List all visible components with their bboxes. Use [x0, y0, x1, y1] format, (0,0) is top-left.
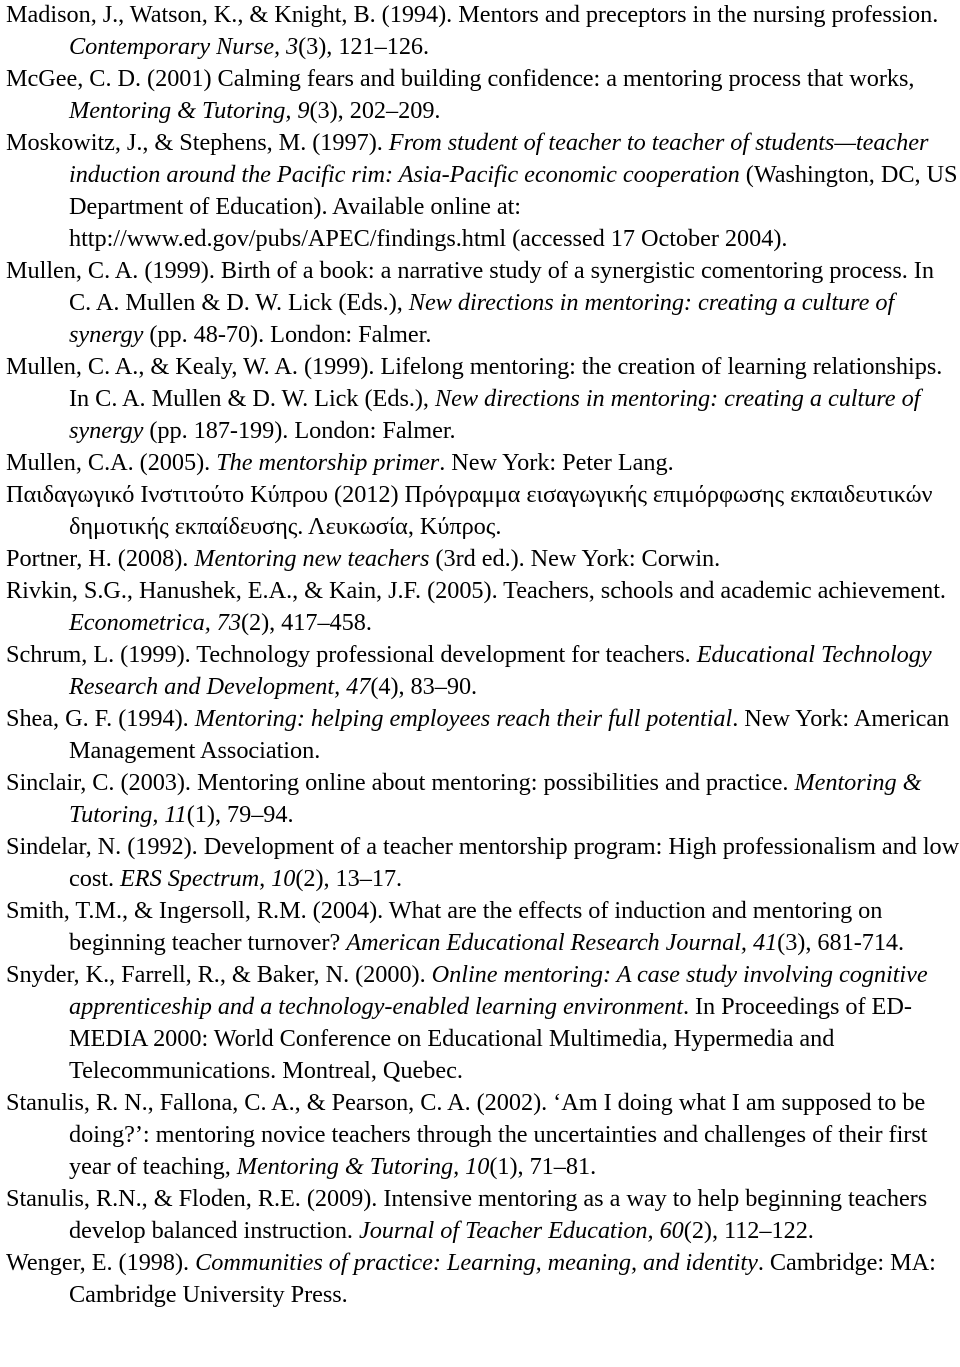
reference-text: (3), 121–126. — [298, 33, 430, 60]
reference-italic-text: New directions in mentoring: creating a culture of synergy — [69, 385, 921, 444]
reference-italic-text: ERS Spectrum, 10 — [120, 865, 296, 892]
reference-italic-text: Mentoring new teachers — [194, 545, 430, 572]
reference-entry — [6, 575, 960, 639]
reference-text: (2), 417–458. — [240, 609, 372, 636]
reference-italic-text: The mentorship primer — [216, 449, 440, 476]
reference-text: (2), 13–17. — [295, 865, 403, 892]
reference-text: (4), 83–90. — [370, 673, 478, 700]
reference-text: Madison, J., Watson, K., & Knight, B. (1994). Mentors and preceptors in the nursing profession. — [6, 1, 939, 28]
reference-text: Mullen, C. A. (1999). Birth of a book: a narrative study of a synergistic comentoring process. In C. A. Mullen & D. W. Lick (Eds.), — [6, 257, 934, 316]
reference-text: Παιδαγωγικό Ινστιτούτο Κύπρου (2012) Πρόγραμμα εισαγωγικής επιμόρφωσης εκπαιδευτικών δημοτικής εκπαίδευσης. Λευκωσία, Κύπρος. — [6, 481, 933, 540]
reference-entry — [6, 1087, 960, 1183]
reference-text: . Cambridge: MA: Cambridge University Press. — [69, 1249, 936, 1308]
reference-entry — [6, 127, 960, 255]
reference-italic-text: Communities of practice: Learning, meaning, and identity — [195, 1249, 758, 1276]
reference-text: (pp. 48-70). London: Falmer. — [143, 321, 432, 348]
reference-text: (2), 112–122. — [683, 1217, 814, 1244]
reference-text: . New York: Peter Lang. — [439, 449, 674, 476]
reference-entry — [6, 959, 960, 1087]
reference-entry — [6, 1247, 960, 1311]
reference-italic-text: Journal of Teacher Education, 60 — [358, 1217, 684, 1244]
reference-italic-text: Mentoring: helping employees reach their full potential — [194, 705, 733, 732]
reference-text: (3rd ed.). New York: Corwin. — [429, 545, 721, 572]
reference-italic-text: Educational Technology Research and Development, 47 — [69, 641, 932, 700]
reference-entry — [6, 0, 960, 63]
reference-text: (3), 202–209. — [309, 97, 441, 124]
reference-text: Stanulis, R. N., Fallona, C. A., & Pearson, C. A. (2002). ‘Am I doing what I am supposed to be doing?’: mentoring novice teachers through the uncertainties and challenges of their first year of teaching, — [6, 1089, 928, 1180]
reference-text: (3), 681-714. — [777, 929, 905, 956]
reference-text: . New York: American Management Association. — [69, 705, 950, 764]
reference-entry — [6, 831, 960, 895]
reference-text: Sinclair, C. (2003). Mentoring online about mentoring: possibilities and practice. — [6, 769, 795, 796]
reference-entry — [6, 479, 960, 543]
reference-entry — [6, 255, 960, 351]
reference-list — [6, 0, 960, 1311]
reference-entry — [6, 63, 960, 127]
reference-italic-text: Mentoring & Tutoring, 10 — [236, 1153, 490, 1180]
reference-entry — [6, 895, 960, 959]
reference-italic-text: American Educational Research Journal, 41 — [346, 929, 778, 956]
reference-text: (1), 79–94. — [186, 801, 294, 828]
reference-italic-text: Online mentoring: A case study involving cognitive apprenticeship and a technology-enabled learning environment — [69, 961, 928, 1020]
reference-text: Mullen, C.A. (2005). — [6, 449, 217, 476]
reference-entry — [6, 351, 960, 447]
reference-text: Mullen, C. A., & Kealy, W. A. (1999). Lifelong mentoring: the creation of learning relationships. In C. A. Mullen & D. W. Lick (Eds.), — [6, 353, 943, 412]
reference-italic-text: Contemporary Nurse, 3 — [69, 33, 299, 60]
reference-entry — [6, 1183, 960, 1247]
reference-italic-text: From student of teacher to teacher of students—teacher induction around the Pacific rim: Asia-Pacific economic cooperation — [69, 129, 929, 188]
reference-text: Moskowitz, J., & Stephens, M. (1997). — [6, 129, 389, 156]
reference-entry — [6, 543, 960, 575]
reference-italic-text: Mentoring & Tutoring, 9 — [69, 97, 310, 124]
reference-text: Shea, G. F. (1994). — [6, 705, 195, 732]
reference-text: (Washington, DC, US Department of Education). Available online at: http://www.ed.gov/pubs/APEC/findings.html (accessed 17 October 2004). — [69, 161, 958, 252]
reference-entry — [6, 447, 960, 479]
reference-entry — [6, 767, 960, 831]
reference-text: Snyder, K., Farrell, R., & Baker, N. (2000). — [6, 961, 432, 988]
reference-italic-text: Mentoring & Tutoring, 11 — [69, 769, 922, 828]
reference-text: (1), 71–81. — [489, 1153, 597, 1180]
reference-text: . In Proceedings of ED-MEDIA 2000: World Conference on Educational Multimedia, Hypermedia and Telecommunications. Montreal, Quebec. — [69, 993, 912, 1084]
reference-entry — [6, 703, 960, 767]
reference-entry — [6, 639, 960, 703]
reference-text: Stanulis, R.N., & Floden, R.E. (2009). Intensive mentoring as a way to help beginning teachers develop balanced instruction. — [6, 1185, 928, 1244]
reference-text: Sindelar, N. (1992). Development of a teacher mentorship program: High professionalism and low cost. — [6, 833, 960, 892]
reference-text: Schrum, L. (1999). Technology professional development for teachers. — [6, 641, 697, 668]
reference-text: (pp. 187-199). London: Falmer. — [143, 417, 456, 444]
reference-text: McGee, C. D. (2001) Calming fears and building confidence: a mentoring process that works, — [6, 65, 915, 92]
reference-text: Rivkin, S.G., Hanushek, E.A., & Kain, J.F. (2005). Teachers, schools and academic achievement. — [6, 577, 946, 604]
reference-text: Portner, H. (2008). — [6, 545, 195, 572]
reference-italic-text: New directions in mentoring: creating a culture of synergy — [69, 289, 895, 348]
reference-italic-text: Econometrica, 73 — [69, 609, 241, 636]
reference-text: Smith, T.M., & Ingersoll, R.M. (2004). What are the effects of induction and mentoring on beginning teacher turnover? — [6, 897, 883, 956]
reference-text: Wenger, E. (1998). — [6, 1249, 196, 1276]
